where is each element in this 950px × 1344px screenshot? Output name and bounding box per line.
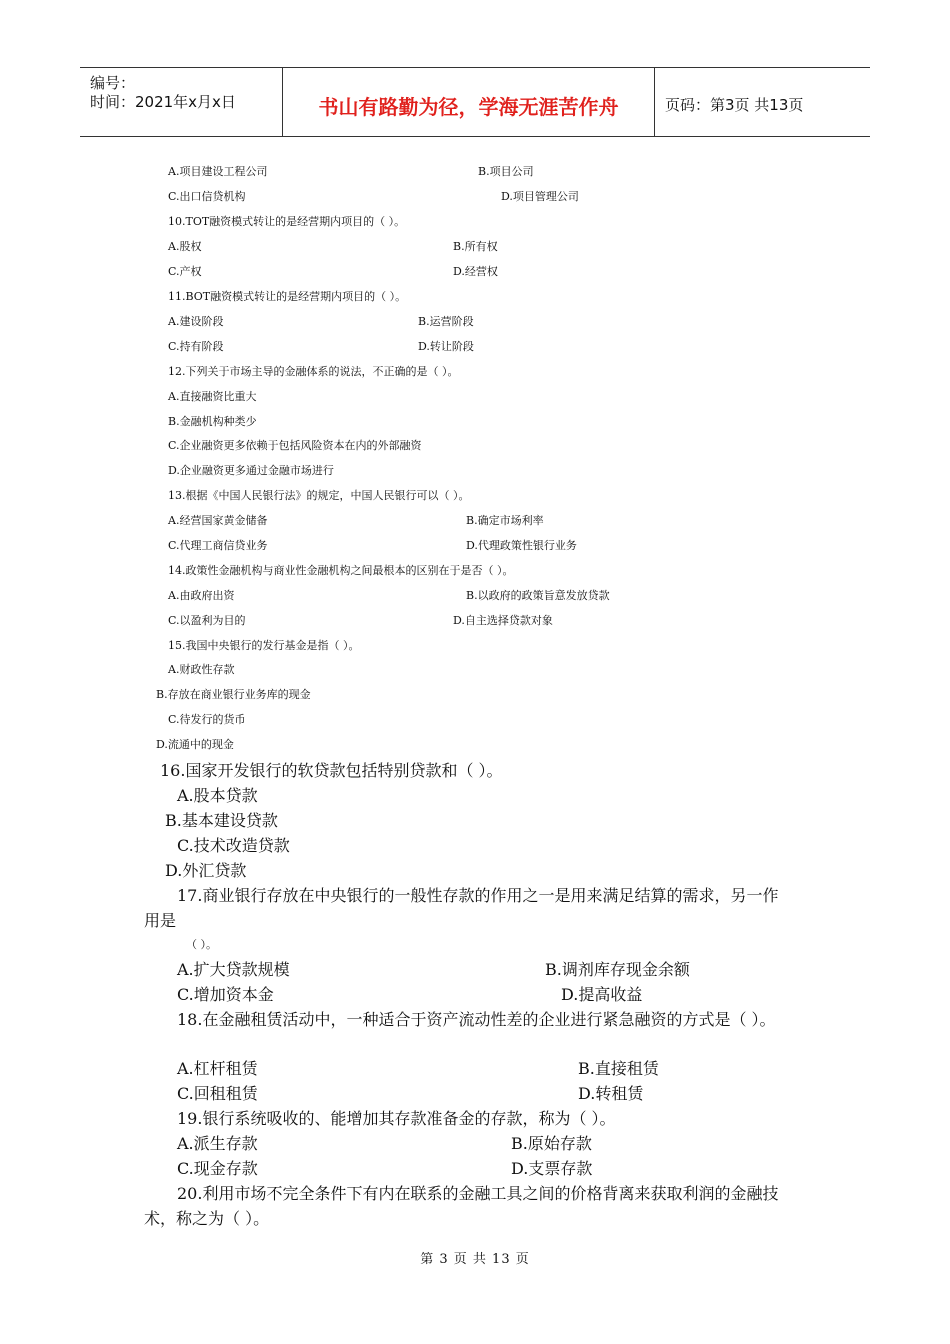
option-line: D.企业融资更多通过金融市场进行 [168,464,334,477]
option-line: D.支票存款 [511,1159,593,1178]
option-line: C.回租租赁 [177,1084,258,1103]
option-line: D.外汇贷款 [165,861,247,880]
option-line: D.转租赁 [578,1084,644,1103]
option-line: B.直接租赁 [578,1059,659,1078]
question-line: 20.利用市场不完全条件下有内在联系的金融工具之间的价格背离来获取利润的金融技 [177,1184,779,1203]
option-line: D.代理政策性银行业务 [466,539,577,552]
option-line: C.持有阶段 [168,340,224,353]
motto-text: 书山有路勤为径，学海无涯苦作舟 [318,95,619,119]
question-line: 16.国家开发银行的软贷款包括特别贷款和（ ）。 [160,761,503,780]
option-line: B.确定市场利率 [466,514,544,527]
option-line: B.调剂库存现金余额 [545,960,690,979]
option-line: C.代理工商信贷业务 [168,539,268,552]
option-line: C.现金存款 [177,1159,258,1178]
option-line: D.转让阶段 [418,340,474,353]
option-line: A.建设阶段 [168,315,224,328]
question-line: 14.政策性金融机构与商业性金融机构之间最根本的区别在于是否（ ）。 [168,564,514,577]
option-line: A.经营国家黄金储备 [168,514,268,527]
option-line: C.技术改造贷款 [177,836,290,855]
question-line: 17.商业银行存放在中央银行的一般性存款的作用之一是用来满足结算的需求，另一作 [177,886,779,905]
option-line: A.扩大贷款规模 [177,960,290,979]
question-line: 13.根据《中国人民银行法》的规定，中国人民银行可以（ ）。 [168,489,470,502]
option-line: A.直接融资比重大 [168,390,257,403]
option-line: B.项目公司 [478,165,534,178]
option-line: B.运营阶段 [418,315,474,328]
question-line: 10.TOT融资模式转让的是经营期内项目的（ ）。 [168,215,406,228]
option-line: C.以盈利为目的 [168,614,246,627]
option-line: B.存放在商业银行业务库的现金 [156,688,311,701]
question-line: 15.我国中央银行的发行基金是指（ ）。 [168,639,360,652]
option-line: B.所有权 [453,240,498,253]
option-line: A.派生存款 [177,1134,258,1153]
option-line: D.自主选择贷款对象 [453,614,553,627]
question-line: 用是 [144,911,177,930]
option-line: A.股权 [168,240,202,253]
option-line: D.提高收益 [561,985,643,1004]
option-line: A.杠杆租赁 [177,1059,258,1078]
page-number-label: 页码：第3页 共13页 [665,96,804,114]
option-line: A.项目建设工程公司 [168,165,268,178]
option-line: C.产权 [168,265,202,278]
question-line: 18.在金融租赁活动中，一种适合于资产流动性差的企业进行紧急融资的方式是（ ）。 [177,1010,776,1029]
option-line: B.以政府的政策旨意发放贷款 [466,589,610,602]
date-label: 时间：2021年x月x日 [90,93,236,111]
option-line: B.基本建设贷款 [165,811,278,830]
option-line: B.原始存款 [511,1134,592,1153]
option-line: C.增加资本金 [177,985,274,1004]
question-line: 11.BOT融资模式转让的是经营期内项目的（ ）。 [168,290,407,303]
option-line: C.待发行的货币 [168,713,246,726]
question-line: （ ）。 [186,938,217,951]
option-line: D.流通中的现金 [156,738,234,751]
question-line: 19.银行系统吸收的、能增加其存款准备金的存款，称为（ ）。 [177,1109,616,1128]
option-line: A.由政府出资 [168,589,235,602]
option-line: C.企业融资更多依赖于包括风险资本在内的外部融资 [168,439,422,452]
page-footer: 第 3 页 共 13 页 [420,1252,530,1267]
option-line: A.股本贷款 [177,786,258,805]
question-line: 12.下列关于市场主导的金融体系的说法，不正确的是（ ）。 [168,365,459,378]
page-header [80,67,870,137]
option-line: B.金融机构种类少 [168,415,257,428]
option-line: D.项目管理公司 [501,190,579,203]
option-line: C.出口信贷机构 [168,190,246,203]
header-motto-cell [283,68,655,136]
option-line: D.经营权 [453,265,498,278]
question-line: 术，称之为（ ）。 [144,1209,270,1228]
serial-label: 编号： [90,74,136,92]
option-line: A.财政性存款 [168,663,235,676]
header-info-cell [80,68,283,136]
header-page-cell [655,68,870,136]
